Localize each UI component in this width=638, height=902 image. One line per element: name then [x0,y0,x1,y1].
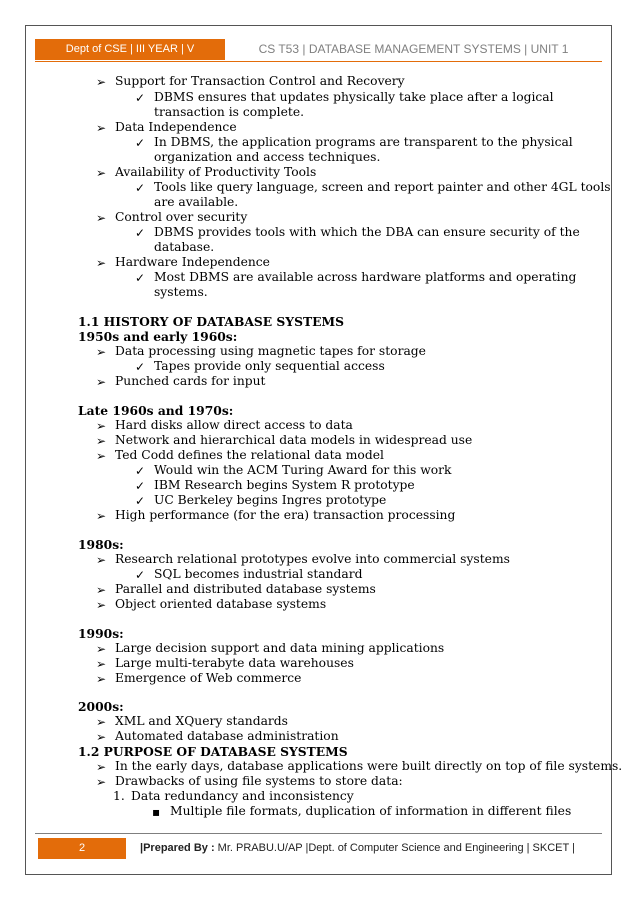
checkmark-bullet-icon: ✓ [135,360,146,374]
list-item [154,240,214,254]
header-course-title: CS T53 | DATABASE MANAGEMENT SYSTEMS | UNIT 1 [258,42,569,56]
footer-rule [35,833,602,834]
list-item [154,105,304,119]
list-item-text: transaction is complete. [154,105,305,119]
arrow-bullet-icon: ➢ [96,760,107,774]
arrow-bullet-icon: ➢ [96,598,107,612]
arrow-bullet-icon: ➢ [96,642,107,656]
arrow-bullet-icon: ➢ [96,166,107,180]
footer-credit [140,838,575,859]
list-item-text: 2000s: [78,699,124,714]
list-item-text: Most DBMS are available across hardware platforms and operating [154,270,577,284]
list-item-text: 1980s: [78,537,124,552]
square-bullet-icon: ▪ [152,805,161,819]
section-heading [78,744,348,759]
checkmark-bullet-icon: ✓ [135,181,146,195]
list-item [115,656,354,670]
list-number: 1. [113,789,125,803]
list-item [170,804,571,818]
list-item-text: Availability of Productivity Tools [115,165,317,179]
footer-prepared-text: Mr. PRABU.U/AP |Dept. of Computer Science and Engineering | SKCET | [214,842,575,854]
list-item-text: XML and XQuery standards [115,714,288,728]
arrow-bullet-icon: ➢ [96,121,107,135]
list-item [154,225,580,239]
section-heading [78,314,344,329]
list-item-text: Ted Codd defines the relational data model [115,448,384,462]
list-item-text: Punched cards for input [115,374,266,388]
section-heading [78,537,124,552]
arrow-bullet-icon: ➢ [96,672,107,686]
list-item-text: Research relational prototypes evolve into commercial systems [115,552,510,566]
section-heading [78,329,237,344]
list-item [115,344,426,358]
list-item-text: 1.1 HISTORY OF DATABASE SYSTEMS [78,314,344,329]
list-item-text: Tapes provide only sequential access [154,359,385,373]
list-item [115,418,353,432]
list-item [115,210,247,224]
list-item-text: Hard disks allow direct access to data [115,418,353,432]
checkmark-bullet-icon: ✓ [135,91,146,105]
list-item-text: Would win the ACM Turing Award for this work [154,463,452,477]
footer-prepared-label: |Prepared By : [140,842,215,854]
list-item-text: Data processing using magnetic tapes for storage [115,344,426,358]
list-item [154,285,208,299]
arrow-bullet-icon: ➢ [96,419,107,433]
section-heading [78,699,124,714]
list-item-text: DBMS provides tools with which the DBA can ensure security of the [154,225,580,239]
list-item-text: 1990s: [78,626,124,641]
checkmark-bullet-icon: ✓ [135,271,146,285]
arrow-bullet-icon: ➢ [96,730,107,744]
list-item [115,714,288,728]
arrow-bullet-icon: ➢ [96,715,107,729]
header-dept-label: Dept of CSE | III YEAR | V SEMESTER [35,39,225,60]
list-item-text: Data redundancy and inconsistency [131,789,354,803]
list-item [115,165,316,179]
list-item [115,729,339,743]
list-item [115,255,270,269]
list-item [115,508,455,522]
list-item [115,774,403,788]
list-item [115,74,405,88]
list-item [115,448,384,462]
list-item-text: Large decision support and data mining applications [115,641,445,655]
section-heading [78,626,124,641]
list-item-text: Multiple file formats, duplication of information in different files [170,804,572,818]
arrow-bullet-icon: ➢ [96,583,107,597]
list-item [154,493,386,507]
list-item-text: Data Independence [115,120,237,134]
list-item [131,789,354,803]
checkmark-bullet-icon: ✓ [135,479,146,493]
list-item-text: 1.2 PURPOSE OF DATABASE SYSTEMS [78,744,348,759]
list-item-text: Network and hierarchical data models in widespread use [115,433,473,447]
list-item [115,582,376,596]
list-item-text: Drawbacks of using file systems to store data: [115,774,403,788]
list-item [154,195,238,209]
arrow-bullet-icon: ➢ [96,775,107,789]
list-item-text: In DBMS, the application programs are transparent to the physical [154,135,573,149]
list-item-text: database. [154,240,215,254]
list-item-text: SQL becomes industrial standard [154,567,363,581]
list-item [115,552,510,566]
list-item-text: IBM Research begins System R prototype [154,478,415,492]
list-item-text: Support for Transaction Control and Recovery [115,74,405,88]
list-item [154,90,554,104]
list-item-text: Tools like query language, screen and report painter and other 4GL tools [154,180,611,194]
list-item-text: Object oriented database systems [115,597,327,611]
list-item-text: Emergence of Web commerce [115,671,302,685]
list-item-text: DBMS ensures that updates physically take place after a logical [154,90,554,104]
arrow-bullet-icon: ➢ [96,509,107,523]
list-item [115,374,266,388]
list-item [115,759,622,773]
list-item-text: systems. [154,285,208,299]
list-item [154,150,380,164]
list-item [115,671,301,685]
list-item-text: High performance (for the era) transaction processing [115,508,456,522]
list-item [115,433,472,447]
list-item [154,270,576,284]
page-number: 2 [38,838,126,859]
arrow-bullet-icon: ➢ [96,375,107,389]
list-item [154,463,451,477]
list-item [115,120,237,134]
list-item-text: Automated database administration [115,729,339,743]
list-item-text: organization and access techniques. [154,150,381,164]
arrow-bullet-icon: ➢ [96,434,107,448]
list-item [115,597,326,611]
checkmark-bullet-icon: ✓ [135,226,146,240]
list-item-text: Large multi-terabyte data warehouses [115,656,354,670]
list-item-text: 1950s and early 1960s: [78,329,238,344]
arrow-bullet-icon: ➢ [96,75,107,89]
list-item-text: Control over security [115,210,248,224]
list-item [154,359,385,373]
arrow-bullet-icon: ➢ [96,345,107,359]
header-rule [35,61,602,62]
arrow-bullet-icon: ➢ [96,211,107,225]
list-item-text: are available. [154,195,239,209]
arrow-bullet-icon: ➢ [96,553,107,567]
list-item [154,478,415,492]
list-item [154,135,573,149]
checkmark-bullet-icon: ✓ [135,568,146,582]
checkmark-bullet-icon: ✓ [135,494,146,508]
list-item-text: Hardware Independence [115,255,270,269]
list-item-text: In the early days, database applications were built directly on top of file systems. [115,759,623,773]
section-heading [78,403,233,418]
arrow-bullet-icon: ➢ [96,256,107,270]
list-item-text: Late 1960s and 1970s: [78,403,234,418]
checkmark-bullet-icon: ✓ [135,136,146,150]
checkmark-bullet-icon: ✓ [135,464,146,478]
arrow-bullet-icon: ➢ [96,657,107,671]
list-item-text: UC Berkeley begins Ingres prototype [154,493,387,507]
list-item [154,567,363,581]
list-item [115,641,444,655]
list-item [154,180,611,194]
list-item-text: Parallel and distributed database systems [115,582,376,596]
arrow-bullet-icon: ➢ [96,449,107,463]
